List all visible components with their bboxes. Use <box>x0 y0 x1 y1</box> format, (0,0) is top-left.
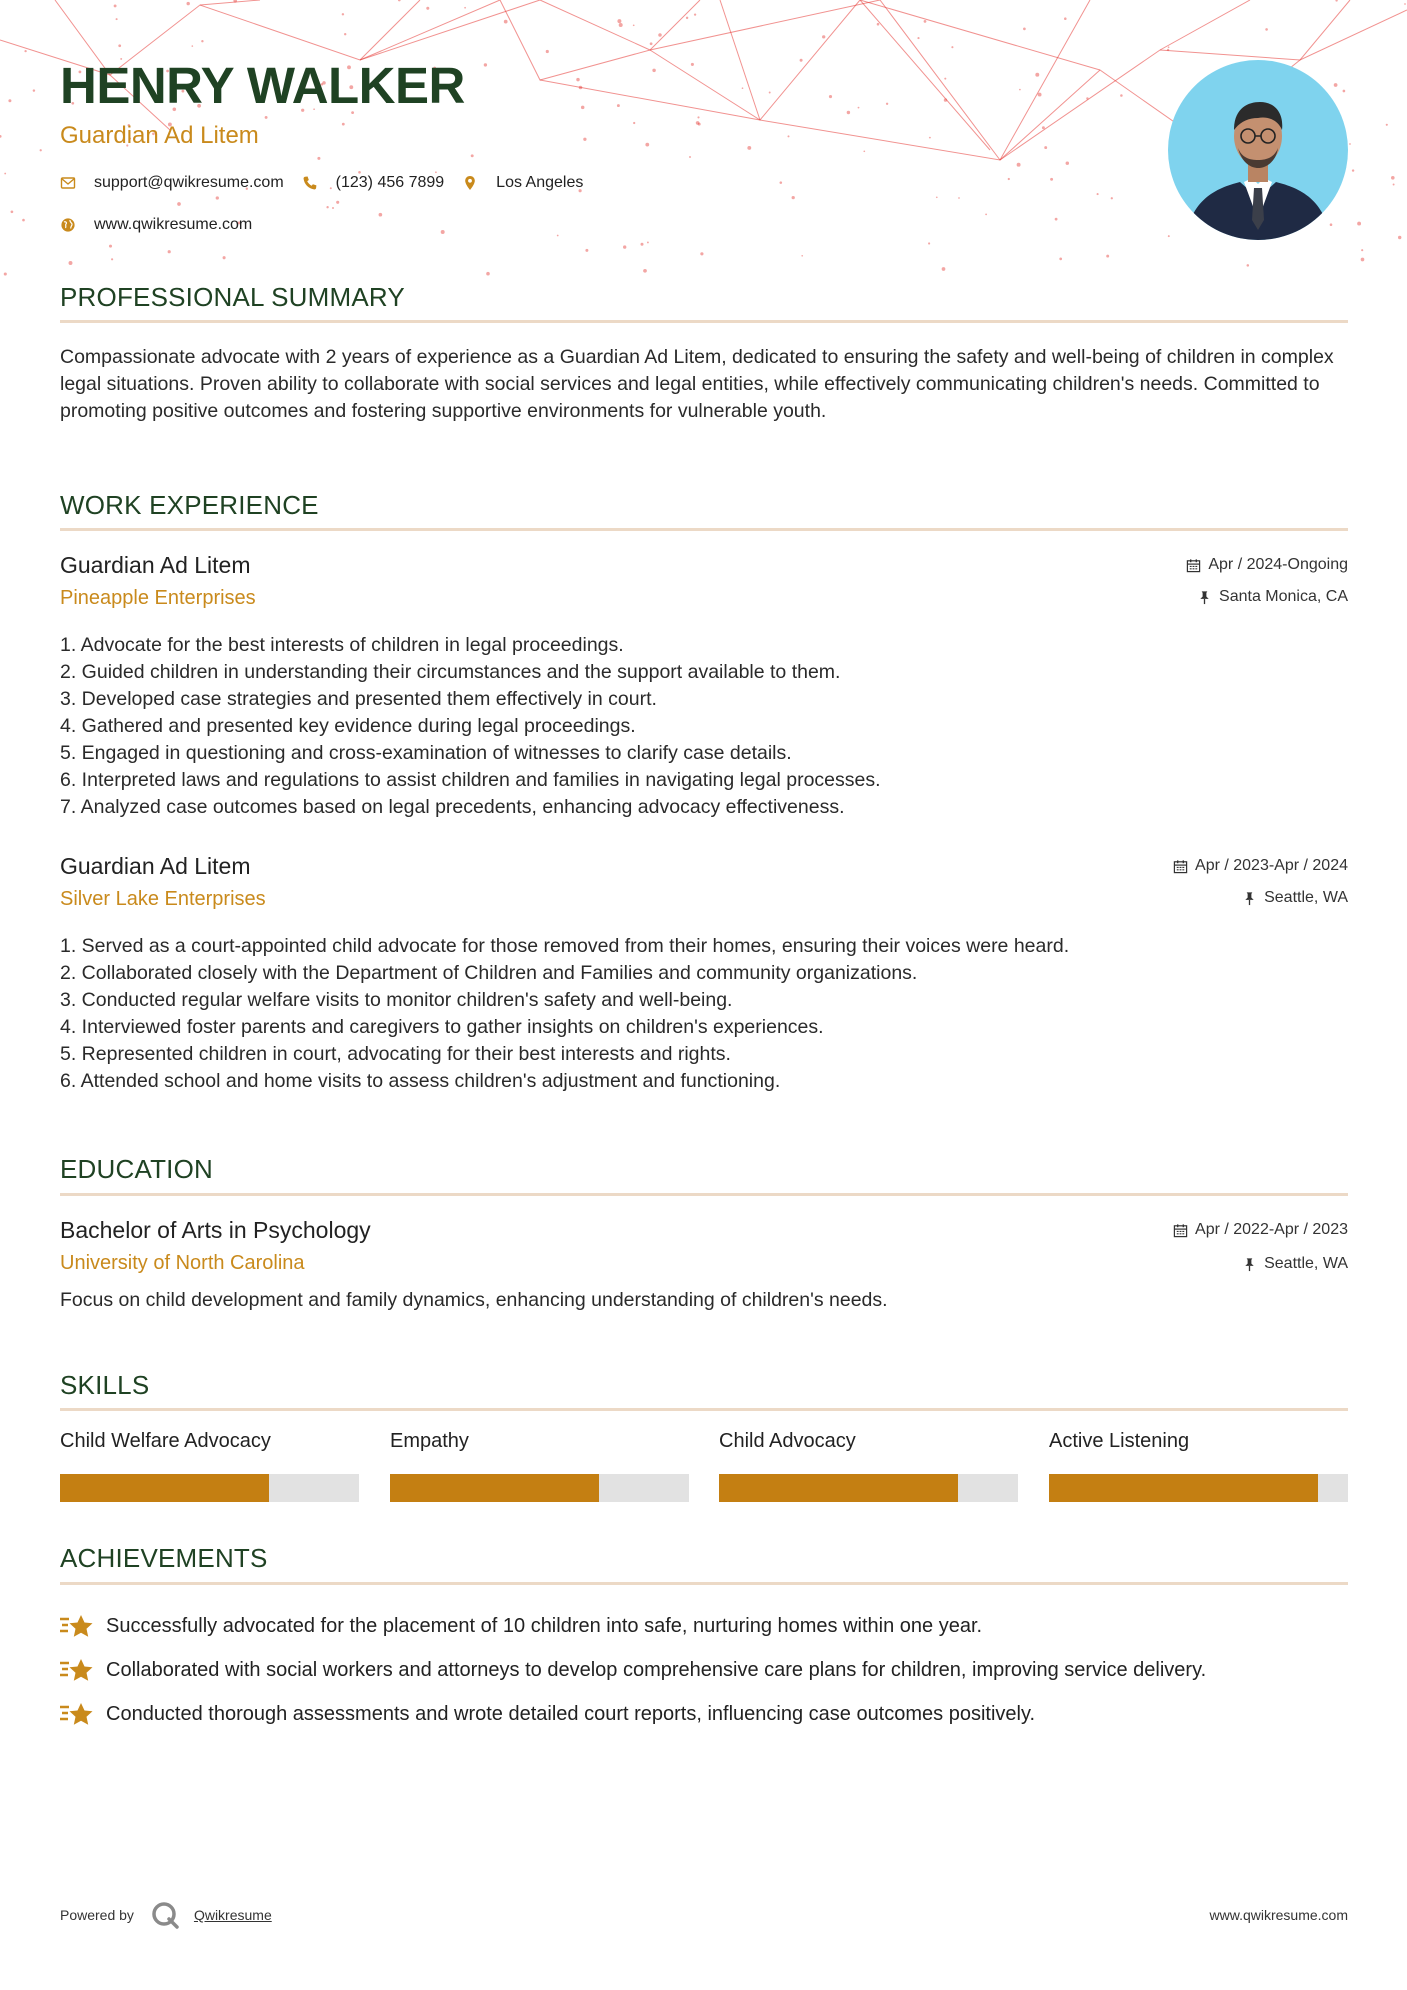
job-bullets <box>60 632 881 821</box>
education-dates-text: Apr / 2022-Apr / 2023 <box>1195 1221 1348 1238</box>
job-location <box>1242 889 1348 907</box>
list-item: 4. Interviewed foster parents and caregivers to gather insights on children's experiences. <box>60 1016 824 1038</box>
push-pin-icon <box>1242 1257 1257 1272</box>
achievement-text: Conducted thorough assessments and wrote detailed court reports, influencing case outcomes positively. <box>106 1702 1036 1725</box>
section-divider <box>60 1193 1348 1196</box>
section-divider <box>60 528 1348 531</box>
pattern-dot <box>1361 249 1363 251</box>
education-degree: Bachelor of Arts in Psychology <box>60 1217 371 1243</box>
qwikresume-logo-icon <box>150 1900 180 1930</box>
calendar-icon <box>1173 859 1188 874</box>
list-item <box>60 1692 1206 1736</box>
contact-website[interactable] <box>60 216 252 234</box>
skill-bar-fill <box>390 1474 599 1502</box>
pattern-dot <box>4 272 7 275</box>
achievement-text: Successfully advocated for the placement of 10 children into safe, nurturing homes within one year. <box>106 1614 983 1637</box>
pattern-dot <box>22 219 25 222</box>
education-location <box>1242 1255 1348 1273</box>
candidate-name: HENRY WALKER <box>60 57 465 114</box>
footer-website[interactable]: www.qwikresume.com <box>1209 1907 1348 1923</box>
achievements-list <box>60 1604 1206 1736</box>
pattern-dot <box>1393 184 1395 186</box>
list-item: 6. Attended school and home visits to assess children's adjustment and functioning. <box>60 1070 781 1092</box>
calendar-icon <box>1186 558 1201 573</box>
pattern-dot <box>8 99 11 102</box>
education-dates <box>1173 1221 1348 1239</box>
list-item: 5. Engaged in questioning and cross-examination of witnesses to clarify case details. <box>60 742 792 764</box>
push-pin-icon <box>1197 590 1212 605</box>
education-location-text: Seattle, WA <box>1264 1255 1348 1272</box>
skill-name: Child Welfare Advocacy <box>60 1430 271 1452</box>
email-text: support@qwikresume.com <box>94 174 284 191</box>
skill-item <box>390 1430 689 1453</box>
skill-item <box>719 1430 1018 1453</box>
skill-name: Empathy <box>390 1430 469 1452</box>
push-pin-icon <box>1242 891 1257 906</box>
job-company: Silver Lake Enterprises <box>60 888 266 910</box>
section-divider <box>60 1582 1348 1585</box>
list-item: 5. Represented children in court, advocating for their best interests and rights. <box>60 1043 731 1065</box>
summary-heading: PROFESSIONAL SUMMARY <box>60 282 405 312</box>
calendar-icon <box>1173 1223 1188 1238</box>
contact-row <box>60 216 270 234</box>
star-icon <box>60 1699 94 1729</box>
pattern-dot <box>40 149 42 151</box>
footer-powered-by <box>60 1900 272 1930</box>
star-icon <box>60 1611 94 1641</box>
pattern-dot <box>1357 222 1361 226</box>
summary-text: Compassionate advocate with 2 years of experience as a Guardian Ad Litem, dedicated to ensuring the safety and well-being of children in complex legal situations. Proven ability to collaborate with social services and legal entities, while effectively communicating children's needs. Committed to promoting positive outcomes and fostering supportive environments for vulnerable youth. <box>60 346 1334 422</box>
skill-bar-fill <box>1049 1474 1318 1502</box>
section-divider <box>60 320 1348 323</box>
job-dates <box>1173 857 1348 875</box>
phone-text: (123) 456 7899 <box>335 174 445 191</box>
education-heading: EDUCATION <box>60 1154 213 1184</box>
pattern-dot <box>11 210 14 213</box>
pattern-dot <box>4 173 6 175</box>
job-bullets <box>60 933 1069 1095</box>
list-item: 2. Collaborated closely with the Department of Children and Families and community organizations. <box>60 962 918 984</box>
skill-bar <box>60 1474 359 1502</box>
skill-bar-fill <box>60 1474 269 1502</box>
job-company: Pineapple Enterprises <box>60 587 256 609</box>
avatar <box>1168 60 1348 240</box>
candidate-title: Guardian Ad Litem <box>60 122 259 149</box>
envelope-icon <box>60 175 76 191</box>
map-pin-icon <box>462 175 478 191</box>
pattern-dot <box>1398 236 1401 239</box>
skill-item <box>60 1430 359 1453</box>
pattern-dot <box>1352 169 1354 171</box>
pattern-dot <box>1386 124 1388 126</box>
resume-page <box>60 0 1348 1990</box>
list-item <box>60 1604 1206 1648</box>
list-item: 7. Analyzed case outcomes based on legal precedents, enhancing advocacy effectiveness. <box>60 796 845 818</box>
list-item: 6. Interpreted laws and regulations to assist children and families in navigating legal processes. <box>60 769 881 791</box>
job-dates-text: Apr / 2024-Ongoing <box>1208 556 1348 573</box>
contact-phone[interactable] <box>302 174 445 192</box>
list-item <box>60 1648 1206 1692</box>
pattern-dot <box>1361 258 1365 262</box>
list-item: 1. Served as a court-appointed child advocate for those removed from their homes, ensuring their voices were heard. <box>60 935 1070 957</box>
skill-item <box>1049 1430 1348 1453</box>
star-icon <box>60 1655 94 1685</box>
job-location-text: Santa Monica, CA <box>1219 588 1348 605</box>
job-role: Guardian Ad Litem <box>60 552 251 578</box>
job-location <box>1197 588 1348 606</box>
pattern-dot <box>0 135 2 138</box>
skills-heading: SKILLS <box>60 1370 150 1400</box>
profile-photo <box>1168 60 1348 240</box>
job-location-text: Seattle, WA <box>1264 889 1348 906</box>
powered-by-text: Powered by <box>60 1907 134 1923</box>
education-description: Focus on child development and family dynamics, enhancing understanding of children's needs. <box>60 1289 888 1311</box>
skill-bar-fill <box>719 1474 958 1502</box>
phone-icon <box>302 175 318 191</box>
job-dates <box>1186 556 1348 574</box>
pattern-dot <box>1404 3 1406 5</box>
skill-bar <box>719 1474 1018 1502</box>
contact-email[interactable] <box>60 174 284 192</box>
location-text: Los Angeles <box>496 174 584 191</box>
education-school: University of North Carolina <box>60 1252 305 1274</box>
list-item: 4. Gathered and presented key evidence during legal proceedings. <box>60 715 636 737</box>
achievement-text: Collaborated with social workers and attorneys to develop comprehensive care plans for children, improving service delivery. <box>106 1658 1207 1681</box>
experience-heading: WORK EXPERIENCE <box>60 490 319 520</box>
list-item: 1. Advocate for the best interests of children in legal proceedings. <box>60 634 624 656</box>
list-item: 2. Guided children in understanding their circumstances and the support available to them. <box>60 661 841 683</box>
pattern-dot <box>1391 176 1395 180</box>
qwikresume-link[interactable]: Qwikresume <box>193 1907 272 1923</box>
achievements-heading: ACHIEVEMENTS <box>60 1543 268 1573</box>
contact-location <box>462 174 583 192</box>
contact-row <box>60 174 601 192</box>
list-item: 3. Developed case strategies and presented them effectively in court. <box>60 688 657 710</box>
section-divider <box>60 1408 1348 1411</box>
job-role: Guardian Ad Litem <box>60 853 251 879</box>
pattern-dot <box>33 89 35 91</box>
skill-name: Child Advocacy <box>719 1430 856 1452</box>
pattern-dot <box>1349 143 1351 145</box>
globe-icon <box>60 217 76 233</box>
skill-bar <box>390 1474 689 1502</box>
pattern-dot <box>24 50 26 52</box>
website-text: www.qwikresume.com <box>94 216 253 233</box>
job-dates-text: Apr / 2023-Apr / 2024 <box>1195 857 1348 874</box>
skill-bar <box>1049 1474 1348 1502</box>
skill-name: Active Listening <box>1049 1430 1190 1452</box>
list-item: 3. Conducted regular welfare visits to monitor children's safety and well-being. <box>60 989 733 1011</box>
